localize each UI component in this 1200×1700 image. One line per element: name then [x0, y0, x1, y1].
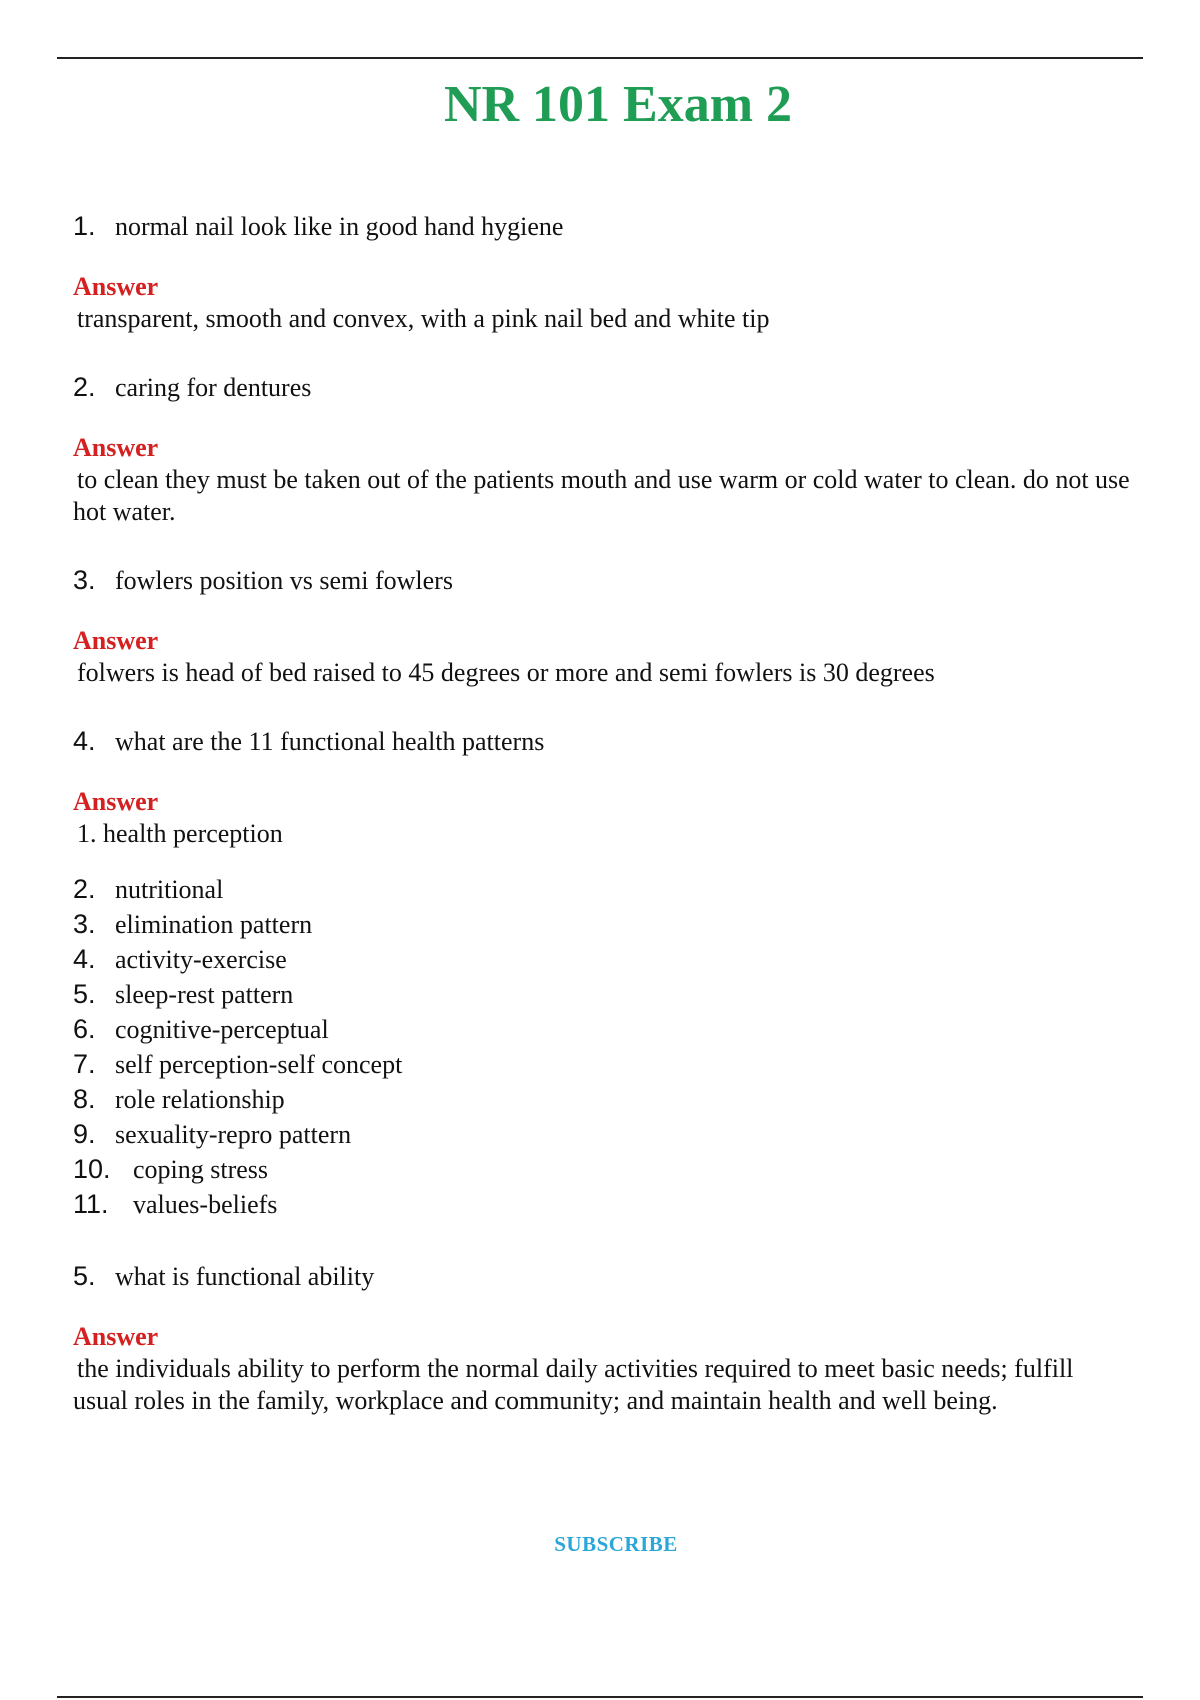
- answer-text: folwers is head of bed raised to 45 degrees or more and semi fowlers is 30 degrees: [77, 658, 935, 687]
- question-number: 3.: [73, 565, 96, 595]
- answer-label: Answer: [73, 1322, 159, 1351]
- list-item: [73, 872, 1133, 907]
- question-number: 1.: [73, 211, 96, 241]
- list-text: sleep-rest pattern: [115, 980, 294, 1009]
- question-4: [73, 723, 1133, 760]
- answer-text: 1. health perception: [77, 819, 283, 848]
- list-text: sexuality-repro pattern: [115, 1120, 352, 1149]
- list-number: 7.: [73, 1049, 96, 1079]
- list-number: 10.: [73, 1154, 111, 1184]
- list-text: values-beliefs: [133, 1190, 278, 1219]
- list-number: 5.: [73, 979, 96, 1009]
- list-text: activity-exercise: [115, 945, 287, 974]
- question-number: 4.: [73, 726, 96, 756]
- answer-label: Answer: [73, 787, 159, 816]
- list-item: [73, 977, 1133, 1012]
- question-number: 2.: [73, 372, 96, 402]
- bottom-rule: [57, 1696, 1143, 1698]
- list-text: self perception-self concept: [115, 1050, 403, 1079]
- answer-label: Answer: [73, 272, 159, 301]
- answer-label: Answer: [73, 626, 159, 655]
- question-text: fowlers position vs semi fowlers: [115, 566, 453, 595]
- list-item: [73, 942, 1133, 977]
- answer-text: transparent, smooth and convex, with a pink nail bed and white tip: [77, 304, 770, 333]
- list-text: nutritional: [115, 875, 224, 904]
- list-number: 8.: [73, 1084, 96, 1114]
- list-item: [73, 907, 1133, 942]
- list-item: [73, 1117, 1133, 1152]
- question-1: [73, 208, 1133, 245]
- subscribe-link[interactable]: SUBSCRIBE: [554, 1532, 678, 1556]
- question-text: normal nail look like in good hand hygiene: [115, 212, 564, 241]
- question-number: 5.: [73, 1261, 96, 1291]
- answer-text: the individuals ability to perform the normal daily activities required to meet basic needs; fulfill usual roles in the family, workplace and community; and maintain health and well being.: [73, 1354, 1074, 1415]
- list-text: role relationship: [115, 1085, 285, 1114]
- answer-text: to clean they must be taken out of the patients mouth and use warm or cold water to clean. do not use hot water.: [73, 465, 1130, 526]
- page-title: NR 101 Exam 2: [443, 76, 793, 133]
- list-item: [73, 1012, 1133, 1047]
- list-number: 11.: [73, 1189, 109, 1219]
- list-item: [73, 1082, 1133, 1117]
- list-text: elimination pattern: [115, 910, 313, 939]
- list-number: 3.: [73, 909, 96, 939]
- question-5: [73, 1258, 1133, 1295]
- question-text: what are the 11 functional health patterns: [115, 727, 545, 756]
- list-number: 9.: [73, 1119, 96, 1149]
- question-text: what is functional ability: [115, 1262, 375, 1291]
- exam-content: [73, 208, 1133, 1417]
- answer-label: Answer: [73, 433, 159, 462]
- list-text: cognitive-perceptual: [115, 1015, 329, 1044]
- functional-patterns-list: [73, 872, 1133, 1222]
- list-text: coping stress: [133, 1155, 269, 1184]
- list-number: 2.: [73, 874, 96, 904]
- list-number: 6.: [73, 1014, 96, 1044]
- list-item: [73, 1152, 1133, 1187]
- list-item: [73, 1047, 1133, 1082]
- list-number: 4.: [73, 944, 96, 974]
- top-rule: [57, 57, 1143, 59]
- question-text: caring for dentures: [115, 373, 312, 402]
- question-2: [73, 369, 1133, 406]
- question-3: [73, 562, 1133, 599]
- list-item: [73, 1187, 1133, 1222]
